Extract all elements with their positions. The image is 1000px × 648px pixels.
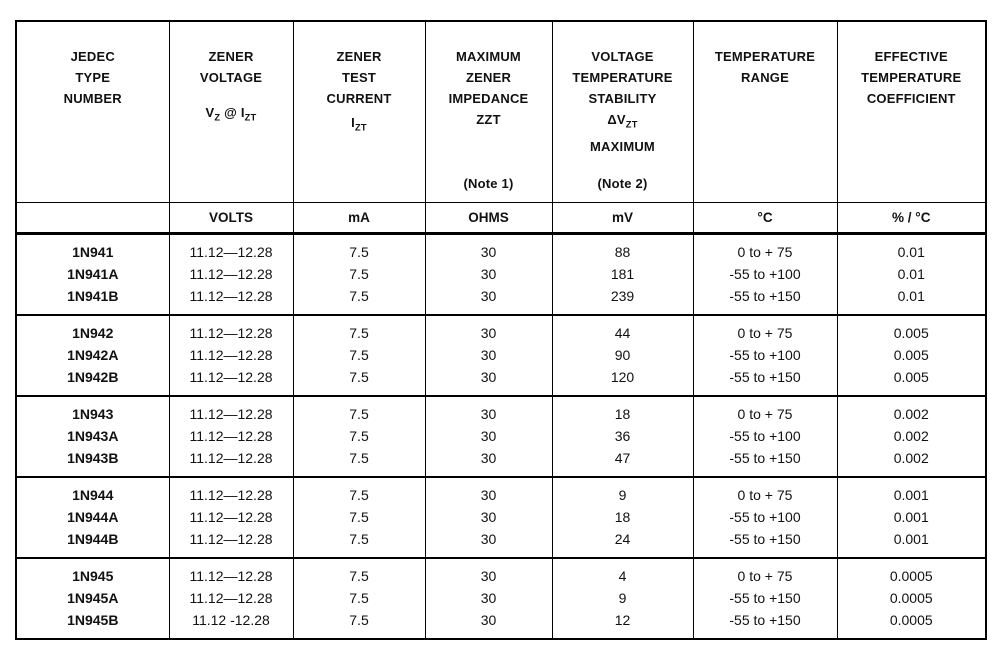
test-current: 7.5: [349, 568, 369, 584]
temperature-range: 0 to + 75: [737, 325, 793, 341]
table-row: [16, 558, 986, 639]
type-number: 1N944B: [67, 531, 119, 547]
test-current-formula: [351, 112, 367, 139]
zener-impedance: 30: [480, 325, 497, 341]
table-cell: [425, 396, 552, 477]
zener-impedance: 30: [480, 369, 497, 385]
stability-formula: [607, 109, 637, 136]
header-line: TYPE: [75, 70, 111, 85]
test-current: 7.5: [349, 450, 369, 466]
temperature-coefficient: 0.01: [897, 288, 925, 304]
zener-impedance: 30: [480, 509, 497, 525]
header-line: ZENER: [336, 49, 382, 64]
type-number: 1N945B: [67, 612, 119, 628]
table-cell: [425, 315, 552, 396]
test-current: 7.5: [349, 325, 369, 341]
temperature-coefficient: 0.01: [897, 266, 925, 282]
temperature-coefficient: 0.001: [893, 487, 929, 503]
header-content: [694, 22, 837, 202]
test-current: 7.5: [349, 347, 369, 363]
type-number: 1N941B: [67, 288, 119, 304]
temperature-range: -55 to +150: [729, 369, 801, 385]
voltage-stability: 239: [610, 288, 635, 304]
voltage-range: 11.12—12.28: [189, 531, 273, 547]
zener-impedance: 30: [480, 487, 497, 503]
test-current: 7.5: [349, 509, 369, 525]
zener-impedance: 30: [480, 288, 497, 304]
formula-base: V: [205, 105, 215, 120]
table-cell: [693, 234, 837, 316]
voltage-stability: 24: [614, 531, 631, 547]
voltage-range: 11.12—12.28: [189, 369, 273, 385]
header-line: TEMPERATURE: [714, 49, 816, 64]
table-cell: [837, 315, 986, 396]
table-cell: [293, 315, 425, 396]
header-line: VOLTAGE: [199, 70, 263, 85]
header-effective-temperature-coefficient: [837, 21, 986, 203]
type-number: 1N943: [72, 406, 114, 422]
voltage-range: 11.12 -12.28: [192, 612, 270, 628]
table-cell: [169, 396, 293, 477]
table-cell: [552, 477, 693, 558]
voltage-range: 11.12—12.28: [189, 347, 273, 363]
voltage-stability: 9: [618, 590, 627, 606]
voltage-stability: 18: [614, 406, 631, 422]
voltage-stability: 90: [614, 347, 631, 363]
header-content: [553, 22, 693, 202]
table-cell: [169, 234, 293, 316]
voltage-stability: 9: [618, 487, 627, 503]
voltage-range: 11.12—12.28: [189, 450, 273, 466]
table-cell: [837, 396, 986, 477]
temperature-coefficient: 0.01: [897, 244, 925, 260]
zener-impedance: 30: [480, 347, 497, 363]
formula-base: I: [240, 105, 245, 120]
table-cell: [16, 558, 169, 639]
voltage-stability: 47: [614, 450, 631, 466]
voltage-range: 11.12—12.28: [189, 288, 273, 304]
voltage-range: 11.12—12.28: [189, 487, 273, 503]
temperature-range: -55 to +100: [729, 347, 801, 363]
test-current: 7.5: [349, 244, 369, 260]
table-cell: [552, 558, 693, 639]
table-cell: [293, 234, 425, 316]
header-row: [16, 21, 986, 203]
table-cell: [425, 558, 552, 639]
zener-impedance: 30: [480, 266, 497, 282]
voltage-range: 11.12—12.28: [189, 509, 273, 525]
header-voltage-temperature-stability: [552, 21, 693, 203]
table-cell: [837, 234, 986, 316]
header-line: CURRENT: [326, 91, 392, 106]
voltage-stability: 4: [618, 568, 627, 584]
zener-impedance: 30: [480, 531, 497, 547]
temperature-range: 0 to + 75: [737, 487, 793, 503]
table-cell: [169, 315, 293, 396]
temperature-coefficient: 0.002: [893, 450, 929, 466]
type-number: 1N942A: [67, 347, 119, 363]
table-cell: [16, 234, 169, 316]
formula-at: @: [224, 105, 238, 120]
test-current: 7.5: [349, 288, 369, 304]
voltage-stability: 120: [610, 369, 635, 385]
type-number: 1N942: [72, 325, 114, 341]
test-current: 7.5: [349, 612, 369, 628]
units-row: [16, 203, 986, 234]
formula-subscript: ZT: [354, 122, 367, 133]
temperature-range: -55 to +150: [729, 531, 801, 547]
formula-base: I: [351, 115, 355, 130]
temperature-range: -55 to +100: [729, 266, 801, 282]
zener-impedance: 30: [480, 244, 497, 260]
table-cell: [693, 396, 837, 477]
test-current: 7.5: [349, 531, 369, 547]
temperature-coefficient: 0.005: [893, 347, 929, 363]
unit-ohms: OHMS: [425, 203, 552, 234]
header-line: MAXIMUM: [590, 138, 655, 154]
voltage-range: 11.12—12.28: [189, 244, 273, 260]
header-zener-voltage: [169, 21, 293, 203]
header-line: IMPEDANCE: [448, 91, 529, 106]
header-content: [17, 22, 169, 202]
voltage-range: 11.12—12.28: [189, 406, 273, 422]
temperature-coefficient: 0.0005: [889, 612, 933, 628]
table-row: [16, 234, 986, 316]
header-jedec-type-number: [16, 21, 169, 203]
header-line: ZZT: [476, 112, 501, 127]
note-reference: (Note 2): [597, 176, 648, 191]
header-line: RANGE: [741, 70, 789, 85]
temperature-coefficient: 0.0005: [889, 568, 933, 584]
header-line: ZENER: [465, 70, 512, 85]
zener-impedance: 30: [480, 612, 497, 628]
table-cell: [837, 558, 986, 639]
header-line: EFFECTIVE: [874, 49, 948, 64]
table-cell: [425, 234, 552, 316]
temperature-coefficient: 0.001: [893, 531, 929, 547]
temperature-range: -55 to +150: [729, 288, 801, 304]
header-content: [838, 22, 986, 202]
header-zener-test-current: [293, 21, 425, 203]
voltage-stability: 18: [614, 509, 631, 525]
test-current: 7.5: [349, 406, 369, 422]
temperature-range: -55 to +100: [729, 428, 801, 444]
voltage-range: 11.12—12.28: [189, 590, 273, 606]
table-cell: [552, 234, 693, 316]
voltage-range: 11.12—12.28: [189, 568, 273, 584]
table-cell: [293, 396, 425, 477]
unit-percent-per-celsius: % / °C: [837, 203, 986, 234]
type-number: 1N942B: [67, 369, 119, 385]
test-current: 7.5: [349, 266, 369, 282]
header-line: STABILITY: [588, 91, 657, 106]
test-current: 7.5: [349, 369, 369, 385]
type-number: 1N943B: [67, 450, 119, 466]
voltage-stability: 181: [610, 266, 635, 282]
table-cell: [16, 315, 169, 396]
table-row: [16, 315, 986, 396]
header-line: TEMPERATURE: [572, 70, 673, 85]
voltage-stability: 36: [614, 428, 631, 444]
test-current: 7.5: [349, 428, 369, 444]
type-number: 1N941A: [67, 266, 119, 282]
unit-volts: VOLTS: [169, 203, 293, 234]
type-number: 1N945: [72, 568, 114, 584]
type-number: 1N943A: [67, 428, 119, 444]
formula-subscript: ZT: [625, 119, 638, 130]
type-number: 1N944: [72, 487, 114, 503]
zener-impedance: 30: [480, 568, 497, 584]
temperature-range: 0 to + 75: [737, 568, 793, 584]
temperature-coefficient: 0.002: [893, 406, 929, 422]
header-line: JEDEC: [70, 49, 115, 64]
zener-voltage-formula: [206, 102, 257, 129]
temperature-coefficient: 0.001: [893, 509, 929, 525]
zener-impedance: 30: [480, 450, 497, 466]
formula-base: ΔV: [607, 112, 626, 127]
temperature-range: -55 to +150: [729, 612, 801, 628]
table-cell: [552, 315, 693, 396]
temperature-coefficient: 0.002: [893, 428, 929, 444]
temperature-range: -55 to +150: [729, 590, 801, 606]
header-line: ZENER: [208, 49, 254, 64]
header-line: TEST: [341, 70, 377, 85]
type-number: 1N945A: [67, 590, 119, 606]
zener-impedance: 30: [480, 406, 497, 422]
header-line: VOLTAGE: [591, 49, 654, 64]
note-reference: (Note 1): [463, 176, 514, 191]
temperature-range: 0 to + 75: [737, 244, 793, 260]
table-cell: [293, 558, 425, 639]
voltage-stability: 12: [614, 612, 631, 628]
zener-specs-table: [15, 20, 987, 640]
test-current: 7.5: [349, 487, 369, 503]
table-cell: [552, 396, 693, 477]
unit-blank: [16, 203, 169, 234]
table-cell: [16, 396, 169, 477]
header-line: TEMPERATURE: [861, 70, 962, 85]
voltage-range: 11.12—12.28: [189, 428, 273, 444]
header-line: NUMBER: [63, 91, 122, 106]
type-number: 1N944A: [67, 509, 119, 525]
voltage-range: 11.12—12.28: [189, 266, 273, 282]
table-cell: [425, 477, 552, 558]
unit-ma: mA: [293, 203, 425, 234]
voltage-range: 11.12—12.28: [189, 325, 273, 341]
temperature-coefficient: 0.0005: [889, 590, 933, 606]
header-content: [170, 22, 293, 202]
formula-subscript: Z: [214, 112, 221, 123]
formula-subscript: ZT: [244, 112, 257, 123]
unit-celsius: °C: [693, 203, 837, 234]
header-line: MAXIMUM: [456, 49, 521, 64]
zener-impedance: 30: [480, 428, 497, 444]
header-content: [426, 22, 552, 202]
temperature-range: -55 to +150: [729, 450, 801, 466]
temperature-range: -55 to +100: [729, 509, 801, 525]
temperature-coefficient: 0.005: [893, 325, 929, 341]
header-max-zener-impedance: [425, 21, 552, 203]
header-line: COEFFICIENT: [866, 91, 956, 106]
header-content: [294, 22, 425, 202]
table-cell: [693, 315, 837, 396]
header-temperature-range: [693, 21, 837, 203]
test-current: 7.5: [349, 590, 369, 606]
table-cell: [693, 558, 837, 639]
table-cell: [293, 477, 425, 558]
table-cell: [837, 477, 986, 558]
table-cell: [693, 477, 837, 558]
unit-mv: mV: [552, 203, 693, 234]
table-cell: [16, 477, 169, 558]
table-row: [16, 396, 986, 477]
table-cell: [169, 477, 293, 558]
voltage-stability: 44: [614, 325, 631, 341]
temperature-range: 0 to + 75: [737, 406, 793, 422]
zener-impedance: 30: [480, 590, 497, 606]
temperature-coefficient: 0.005: [893, 369, 929, 385]
table-row: [16, 477, 986, 558]
table-cell: [169, 558, 293, 639]
type-number: 1N941: [72, 244, 114, 260]
voltage-stability: 88: [614, 244, 631, 260]
